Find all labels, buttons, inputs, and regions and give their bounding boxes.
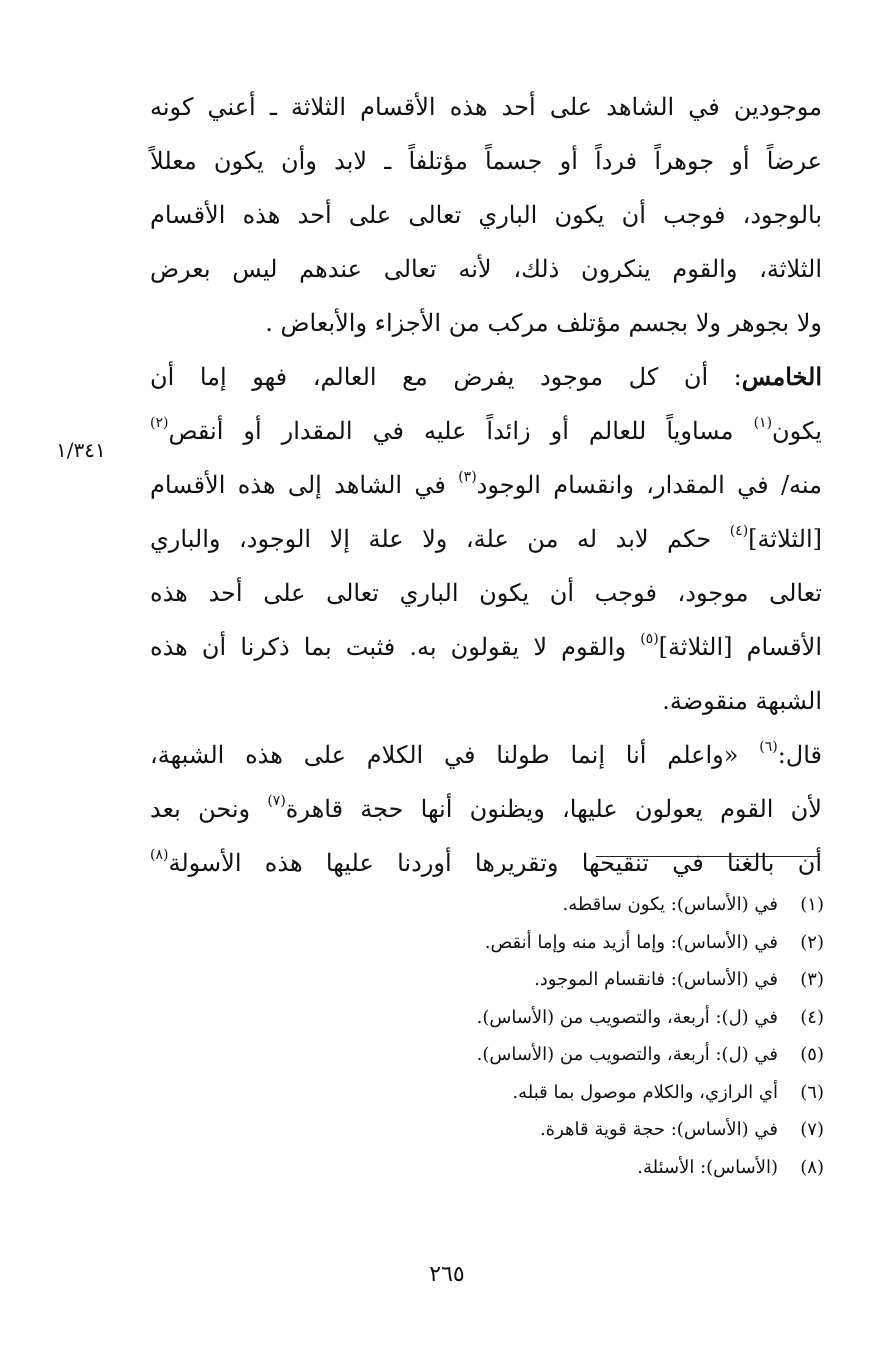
- text-line: الثلاثة، والقوم ينكرون ذلك، لأنه تعالى عندهم ليس بعرض: [150, 255, 822, 283]
- footnote: [150, 999, 824, 1037]
- footnote: [150, 924, 824, 962]
- footnote-ref[interactable]: (٦): [759, 739, 778, 755]
- footnote-text: في (ل): أربعة، والتصويب من (الأساس).: [476, 1006, 778, 1028]
- footnote-number: (٢): [800, 931, 824, 953]
- footnote-number: (٤): [800, 1006, 824, 1028]
- text-line: لأن القوم يعولون عليها، ويظنون أنها حجة قاهرة$^{(٧)}$ ونحن بعد: [150, 793, 822, 823]
- text-line: ولا بجوهر ولا بجسم مؤتلف مركب من الأجزاء والأبعاض .: [265, 309, 822, 337]
- footnote-number: (١): [800, 894, 824, 915]
- footnote: [150, 886, 824, 924]
- text-line: [الثلاثة]$^{(٤)}$ حكم لابد له من علة، ولا علة إلا الوجود، والباري: [150, 523, 822, 553]
- margin-folio-note: ١/٣٤١: [56, 438, 106, 462]
- text-line: قال:$^{(٦)}$ «واعلم أنا إنما طولنا في الكلام على هذه الشبهة،: [150, 739, 822, 769]
- footnotes: [150, 886, 824, 1186]
- footnote-number: (٦): [800, 1081, 824, 1103]
- section-heading: الخامس: [741, 362, 822, 391]
- footnote-ref[interactable]: (٨): [150, 847, 169, 863]
- footnote-text: أي الرازي، والكلام موصول بما قبله.: [512, 1081, 778, 1103]
- text-line: موجودين في الشاهد على أحد هذه الأقسام الثلاثة ـ أعني كونه: [150, 93, 822, 121]
- text-line: أن بالغنا في تنقيحها وتقريرها أوردنا عليها هذه الأسولة$^{(٨)}$: [150, 847, 822, 877]
- text-line: يكون$^{(١)}$ مساوياً للعالم أو زائداً عليه في المقدار أو أنقص$^{(٢)}$: [150, 415, 822, 445]
- footnote-ref[interactable]: (٥): [640, 631, 659, 647]
- footnote-text: في (الأساس): يكون ساقطه.: [562, 894, 778, 915]
- footnote-ref[interactable]: (٤): [729, 523, 749, 539]
- footnote-text: (الأساس): الأسئلة.: [637, 1156, 778, 1178]
- footnote-divider: [596, 856, 820, 857]
- footnote-number: (٥): [800, 1044, 824, 1065]
- text-line: تعالى موجود، فوجب أن يكون الباري تعالى على أحد هذه: [150, 579, 822, 607]
- text-line: الأقسام [الثلاثة]$^{(٥)}$ والقوم لا يقولون به. فثبت بما ذكرنا أن هذه: [150, 631, 823, 661]
- text-line: الخامس: أن كل موجود يفرض مع العالم، فهو إما أن: [150, 362, 822, 391]
- footnote-ref[interactable]: (٢): [150, 415, 169, 431]
- footnote: [150, 1149, 824, 1187]
- footnote-text: في (الأساس): وإما أزيد منه وإما أنقص.: [484, 931, 778, 953]
- footnote-text: في (الأساس): فانقسام الموجود.: [534, 969, 778, 990]
- main-text: [150, 80, 822, 890]
- text-line: الشبهة منقوضة.: [662, 687, 822, 715]
- footnote-ref[interactable]: (٣): [458, 469, 477, 485]
- text-line: عرضاً أو جوهراً فرداً أو جسماً مؤتلفاً ـ لابد وأن يكون معللاً: [150, 147, 822, 175]
- footnote: [150, 1036, 824, 1074]
- footnote-number: (٧): [800, 1119, 824, 1140]
- footnote-text: في (ل): أربعة، والتصويب من (الأساس).: [476, 1044, 778, 1065]
- footnote: [150, 961, 824, 999]
- footnote-number: (٨): [800, 1156, 824, 1178]
- footnote-number: (٣): [800, 969, 824, 990]
- footnote: [150, 1074, 824, 1112]
- page-number: ٢٦٥: [429, 1262, 465, 1287]
- footnote-text: في (الأساس): حجة قوية قاهرة.: [539, 1119, 778, 1140]
- text-line: منه/ في المقدار، وانقسام الوجود$^{(٣)}$ في الشاهد إلى هذه الأقسام: [150, 469, 822, 499]
- text-line: بالوجود، فوجب أن يكون الباري تعالى على أحد هذه الأقسام: [150, 201, 822, 229]
- footnote-ref[interactable]: (٧): [267, 793, 286, 809]
- footnote-ref[interactable]: (١): [753, 415, 773, 431]
- footnote: [150, 1111, 824, 1149]
